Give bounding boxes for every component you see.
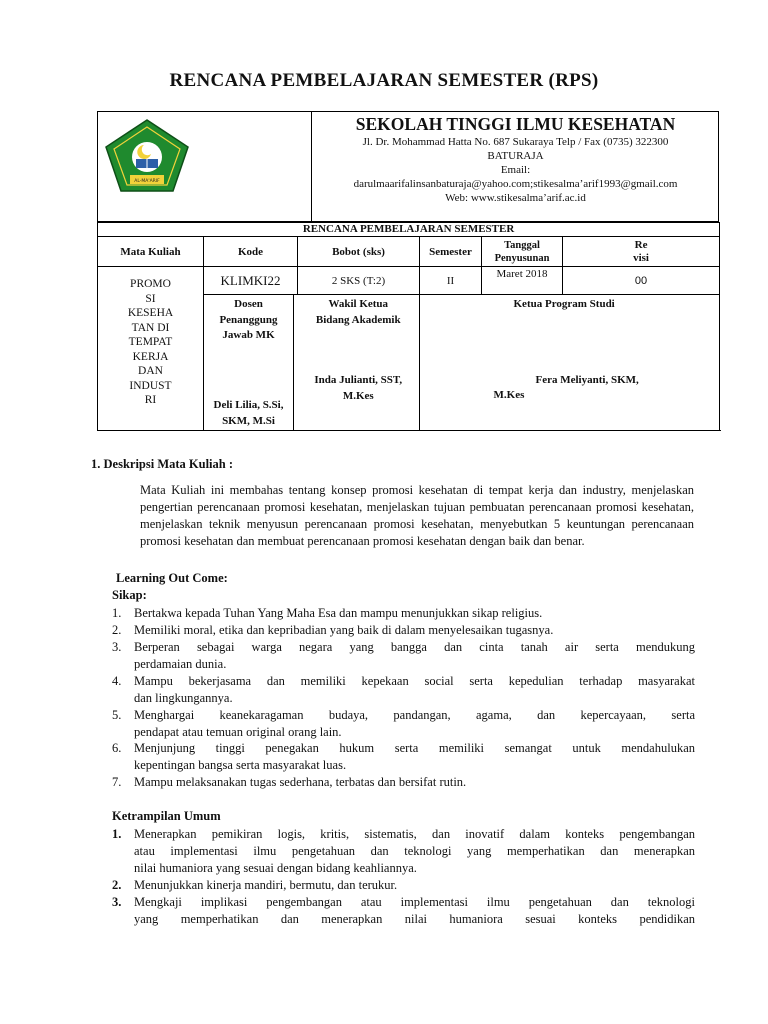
list-number: 2. [112, 878, 122, 892]
learning-outcome-heading: Learning Out Come: [116, 571, 228, 585]
wakil-cell [298, 295, 420, 431]
header-revisi-line2: visi [633, 252, 649, 264]
header-revisi-line1: Re [634, 239, 648, 251]
list-number: 5. [112, 708, 122, 722]
list-text [134, 673, 695, 707]
list-line: atau implementasi ilmu pengetahuan dan teknologi yang memperhatikan dan menerapkan [134, 843, 695, 858]
institution-city: BATURAJA [487, 150, 544, 162]
course-name-line: TEMPAT [128, 336, 173, 348]
course-name-cell [98, 267, 204, 431]
list-number: 3. [112, 895, 122, 909]
dosen-label-line: Jawab MK [222, 329, 275, 341]
wakil-name-line: M.Kes [342, 389, 374, 402]
table-section-title: RENCANA PEMBELAJARAN SEMESTER [98, 223, 720, 237]
course-name-line: RI [144, 394, 157, 406]
list-text [134, 707, 695, 741]
list-number: 4. [112, 674, 122, 688]
list-number: 2. [112, 623, 122, 637]
list-line: nilai humaniora yang sesuai dengan bidang keahliannya. [134, 860, 417, 875]
list-line: perdamaian dunia. [134, 656, 227, 671]
course-name-line: KESEHA [127, 307, 174, 319]
shield-logo-icon [104, 117, 190, 193]
list-line: Memiliki moral, etika dan kepribadian yang baik di dalam menyelesaikan tugasnya. [134, 623, 554, 637]
course-name-line: TAN DI [131, 321, 170, 334]
list-text [134, 774, 695, 791]
kode-value: KLIMKI22 [204, 267, 298, 295]
header-mata-kuliah: Mata Kuliah [98, 237, 204, 267]
list-text [134, 877, 695, 894]
list-line: kepentingan bangsa serta masyarakat luas. [134, 757, 347, 772]
list-number: 7. [112, 775, 122, 789]
kaprodi-cell [482, 295, 720, 431]
list-line: pendapat atau temuan original orang lain. [134, 724, 342, 739]
bobot-value: 2 SKS (T:2) [298, 267, 420, 295]
header-tanggal-line1: Tanggal [504, 240, 540, 251]
institution-header [97, 111, 719, 222]
svg-text:AL-MA'ARIF: AL-MA'ARIF [134, 179, 160, 184]
list-text [134, 622, 695, 639]
list-line: Menunjukkan kinerja mandiri, bermutu, dan terukur. [134, 878, 398, 892]
wakil-label-line: Wakil Ketua [328, 298, 389, 310]
rps-table [97, 222, 720, 431]
list-line: Menjunjung tinggi penegakan hukum serta memiliki semangat untuk mendahulukan [134, 741, 695, 755]
kaprodi-name-line: M.Kes [493, 389, 525, 401]
header-revisi [563, 237, 720, 267]
deskripsi-paragraph: Mata Kuliah ini membahas tentang konsep promosi kesehatan di tempat kerja dan industry, menjelaskan pengertian perencanaan promosi kesehatan, menjelaskan tujuan pembuatan perencanaan promosi kesehatan, menjelaskan teknik menyusun perencanaan promosi kesehatan, menyebutkan 5 keuntungan perencanaan promosi kesehatan dan membuat perencanaan promosi kesehatan dengan baik dan benar. [140, 483, 694, 548]
revisi-value: 00 [563, 267, 720, 295]
page-title: RENCANA PEMBELAJARAN SEMESTER (RPS) [169, 70, 599, 91]
dosen-label-line: Dosen [234, 298, 263, 310]
header-divider [311, 112, 312, 221]
list-line: Mampu melaksanakan tugas sederhana, terbatas dan bersifat rutin. [134, 775, 467, 789]
list-text [134, 639, 695, 673]
list-line: dan lingkungannya. [134, 690, 233, 705]
course-name-line: KERJA [132, 350, 169, 363]
institution-address: Jl. Dr. Mohammad Hatta No. 687 Sukaraya Telp / Fax (0735) 322300 [362, 136, 669, 148]
list-text [134, 826, 695, 876]
header-kode: Kode [204, 237, 298, 267]
semester-value: II [420, 267, 482, 295]
wakil-label-line: Bidang Akademik [315, 313, 401, 326]
list-line: yang memperhatikan dan menerapkan nilai humaniora sesuai konteks pendidikan [134, 911, 695, 926]
institution-email: darulmaarifalinsanbaturaja@yahoo.com;stikesalma’arif1993@gmail.com [353, 178, 678, 190]
wakil-name-line: Inda Julianti, SST, [314, 374, 403, 386]
institution-web: Web: www.stikesalma’arif.ac.id [445, 192, 586, 204]
list-number: 1. [112, 827, 122, 841]
list-line: Menghargai keanekaragaman budaya, pandangan, agama, dan kepercayaan, serta [134, 708, 695, 722]
list-number: 6. [112, 741, 122, 755]
kaprodi-label: Ketua Program Studi [513, 298, 615, 310]
header-semester: Semester [420, 237, 482, 267]
institution-logo [104, 117, 190, 193]
list-line: Mampu bekerjasama dan memiliki kepekaan social serta kepedulian terhadap masyarakat [134, 674, 695, 688]
dosen-name-line: Deli Lilia, S.Si, [213, 399, 284, 411]
header-tanggal-line2: Penyusunan [494, 253, 550, 264]
list-number: 3. [112, 640, 122, 654]
header-tanggal [482, 237, 563, 267]
list-line: Berperan sebagai warga negara yang bangga dan cinta tanah air serta mendukung [134, 640, 695, 654]
list-number: 1. [112, 606, 122, 620]
dosen-cell [204, 295, 294, 431]
dosen-name-line: SKM, M.Si [222, 414, 275, 427]
list-line: Menerapkan pemikiran logis, kritis, sistematis, dan inovatif dalam konteks pengembangan [134, 827, 695, 841]
header-bobot: Bobot (sks) [298, 237, 420, 267]
email-label: Email: [500, 164, 531, 176]
list-text [134, 605, 695, 622]
course-name-line: SI [145, 292, 156, 305]
kaprodi-name-line: Fera Meliyanti, SKM, [535, 373, 639, 386]
ketrampilan-heading: Ketrampilan Umum [112, 809, 221, 823]
spacer-cell [420, 295, 482, 431]
list-text [134, 740, 695, 774]
list-line: Mengkaji implikasi pengembangan atau implementasi ilmu pengetahuan dan teknologi [134, 895, 695, 909]
course-name-line: INDUST [129, 379, 172, 392]
sikap-heading: Sikap: [112, 588, 147, 602]
dosen-label-line: Penanggung [219, 313, 278, 326]
list-line: Bertakwa kepada Tuhan Yang Maha Esa dan mampu menunjukkan sikap religius. [134, 606, 543, 620]
course-name-line: DAN [138, 365, 163, 377]
institution-name: SEKOLAH TINGGI ILMU KESEHATAN [355, 114, 676, 134]
tanggal-value: Maret 2018 [482, 267, 563, 295]
list-text [134, 894, 695, 928]
course-name-line: PROMO [130, 278, 171, 290]
deskripsi-heading: 1. Deskripsi Mata Kuliah : [91, 457, 234, 471]
